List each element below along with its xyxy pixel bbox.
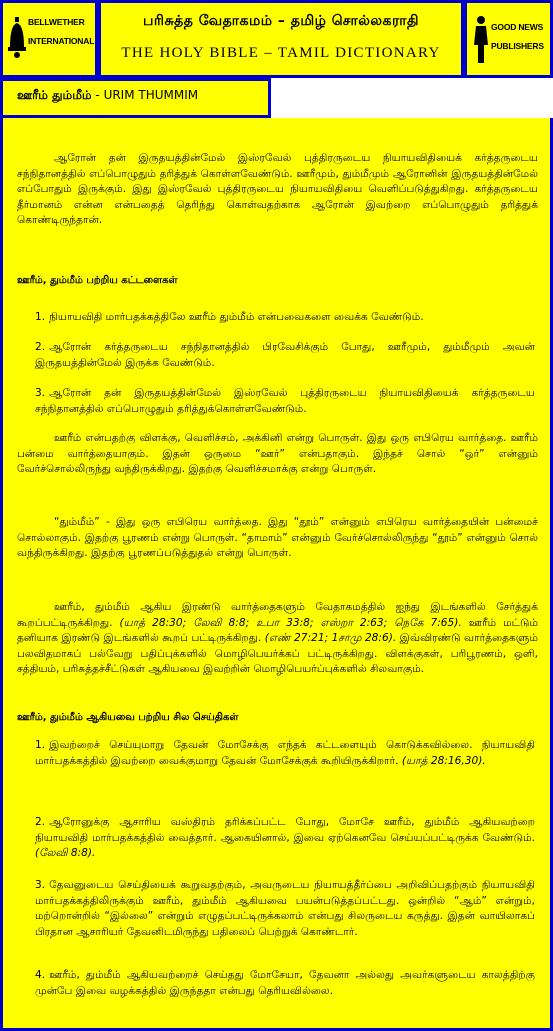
entry-content (0, 118, 553, 1031)
section2-heading: ஊரீம், தும்மீம் ஆகியவை பற்றிய சில செய்திகள் (17, 712, 239, 723)
intro-paragraph: ஆரோன் தன் இருதயத்தின்மேல் இஸ்ரவேல் புத்திரருடைய நியாயவிதியைக் கர்த்தருடைய சந்நிதானத்தில் எப்பொழுதும் தரித்துக் கொள்ளவேண்டும். ஊரீமும், தும்மீமும் ஆரோனின் இருதயத்தின்மேல் எப்போதும் இருக்கும். இது இஸ்ரவேல் புத்திரருடைய நியாயவிதியை வெளிப்படுத்துகிறது. கர்த்தருடைய தீர்மானம் என்ன என்பதைத் தெரிந்து கொள்வதற்காக ஆரோன் இவற்றை எப்பொழுதும் தரித்துக் கொண்டிருந்தான். (17, 152, 538, 226)
header-title-tamil: பரிசுத்த வேதாகமம் – தமிழ் சொல்லகராதி (143, 13, 419, 29)
item-number: 1. (35, 311, 46, 323)
list-item (35, 878, 535, 940)
references-lead: ஊரீம், தும்மீம் ஆகிய இரண்டு வார்த்தைகளும் வேதாகமத்தில் ஐந்து இடங்களில் சேர்த்துக் கூறப்பட்டிருக்கிறது. (17, 601, 538, 629)
item-number: 2. (35, 816, 46, 828)
item-text: ஆரோனுக்கு ஆசாரிய வஸ்திரம் தரிக்கப்பட்ட போது, மோசே ஊரீம், தும்மீம் ஆகியவற்றை நியாயவிதி மார்பதக்கத்தில் வைத்தார். ஆகையினால், இவை ஏற்கெனவே செய்யப்பட்டிருக்க வேண்டும். (35, 816, 535, 844)
item-number: 2. (35, 341, 46, 353)
list-item (35, 386, 535, 417)
item-text: ஊரீம், தும்மீம் ஆகியவற்றைச் செய்தது மோசேயா, தேவனா அல்லது அவர்களுடைய காலத்திற்கு முன்பே இவை வழக்கத்தில் இருந்ததா என்பது தெரியவில்லை. (35, 969, 535, 997)
references-mid: ஊரீம் மட்டும் தனியாக இரண்டு இடங்களில் கூறப் பட்டிருக்கிறது. (17, 616, 539, 644)
list-item (35, 815, 535, 862)
list-item (35, 340, 535, 371)
item-text: ஆரோன் கர்த்தருடைய சந்நிதானத்தில் பிரவேசிக்கும் போது, ஊரீமும், தும்மீமும் அவன் இருதயத்தின்மேல் இருக்க வேண்டும். (35, 341, 535, 369)
list-item (35, 310, 535, 326)
item-number: 3. (35, 387, 46, 399)
entry-term-tamil: ஊரீம் தும்மீம் (17, 88, 92, 102)
list-item (35, 968, 535, 999)
urim-paragraph: ஊரீம் என்பதற்கு விளக்கு, வெளிச்சம், அக்கினி என்று பொருள். இது ஒரு எபிரெய வார்த்தை. ஊரீம் பன்மை வார்த்தையாகும். இதன் ஒருமை “ஊர்” என்பதாகும். இந்தச் சொல் “ஒர்” என்னும் வேர்ச்சொல்லிருந்து வந்திருக்கிறது. இதற்கு வெளிச்சமாக்கு என்று பொருள். (17, 432, 538, 475)
entry-title-bar (0, 78, 271, 118)
references-list-2: (எண் 27:21; 1சாமு 28:6). (264, 632, 397, 644)
references-list-1: (யாத் 28:30; லேவி 8:8; உபா 33:8; எஸ்றா 2:63; நெகே 7:65). (119, 616, 462, 629)
good-news-logo (464, 0, 553, 78)
item-number: 3. (35, 879, 46, 891)
list-item (35, 738, 535, 769)
item-text: இவற்றைச் செய்யுமாறு தேவன் மோசேக்கு எந்தக் கட்டளையும் கொடுக்கவில்லை. நியாயவிதி மார்பதக்கத்தில் இவற்றை வைக்குமாறு தேவன் மோசேக்குக் கூறியிருக்கிறார். (35, 739, 535, 767)
item-reference: (யாத் 28:16,30). (401, 754, 486, 767)
item-reference: (லேவி 8:8). (35, 847, 96, 859)
good-news-name: GOOD NEWS PUBLISHERS (491, 22, 544, 51)
item-text: ஆரோன் தன் இருதயத்தின்மேல் இஸ்ரவேல் புத்திரருடைய நியாயவிதியைக் கர்த்தருடைய சந்நிதானத்தில் எப்பொழுதும் தரித்துக்கொள்ளவேண்டும். (35, 387, 535, 415)
item-number: 1. (35, 739, 46, 751)
entry-term-english: URIM THUMMIM (103, 88, 199, 102)
item-text: தேவனுடைய செய்தியைக் கூறுவதற்கும், அவருடைய நியாயத்தீர்ப்பை அறிவிப்பதற்கும் நியாயவிதி மார்பதக்கத்திலிருக்கும் ஊரீம், தும்மீம் ஆகியவை பயன்படுத்தப்பட்டது. ஒன்றில் “ஆம்” என்றும், மற்றொன்றில் “இல்லை” என்றும் எழுதப்பட்டிருக்கலாம் என்பது சிலருடைய கருத்து. இதன் வாயிலாகப் பிரதான ஆசாரியர் தேவனிடமிருந்து பதிலைப் பெற்றுக் கொண்டார். (35, 879, 535, 938)
publisher-figure-icon (472, 15, 490, 65)
bellwether-name: BELLWETHER INTERNATIONAL (28, 17, 95, 46)
item-text: நியாயவிதி மார்பதக்கத்திலே ஊரீம் தும்மீம் என்பவைகளை வைக்க வேண்டும். (49, 311, 424, 323)
references-tail: இவ்விரண்டு வார்த்தைகளும் பலவிதமாகப் பல்வேறு பதிப்புக்களில் மொழிபெயர்க்கப் பட்டிருக்கிறது. விளக்குகள், பரிபூரணம், ஒளி, சத்தியம், பரிசுத்தச்சீட்டுகள் ஆகியவை இவற்றின் மொழிபெயர்ப்புக்களில் சிலவாகும். (17, 632, 539, 675)
dictionary-header (98, 0, 464, 78)
bell-icon (7, 17, 27, 61)
thummim-paragraph: “தும்மீம்” - இது ஒரு எபிரெய வார்த்தை. இது “தூம்” என்னும் எபிரெய வார்த்தையின் பன்மைச் சொல்லாகும். இதற்கு பூரணம் என்று பொருள். “தாமாம்” என்னும் வேர்ச்சொல்லிருந்து “தூம்” என்னும் சொல் வந்திருக்கிறது. இதற்கு பூரணப்படுத்துதல் என்று பொருள். (17, 516, 538, 559)
references-paragraph (17, 600, 538, 678)
entry-separator: - (95, 88, 100, 102)
entry-title (17, 88, 198, 104)
item-number: 4. (35, 969, 46, 981)
header-title-english: THE HOLY BIBLE – TAMIL DICTIONARY (121, 45, 441, 61)
bellwether-logo (0, 0, 98, 78)
section1-heading: ஊரீம், தும்மீம் பற்றிய கட்டளைகள் (17, 275, 178, 286)
